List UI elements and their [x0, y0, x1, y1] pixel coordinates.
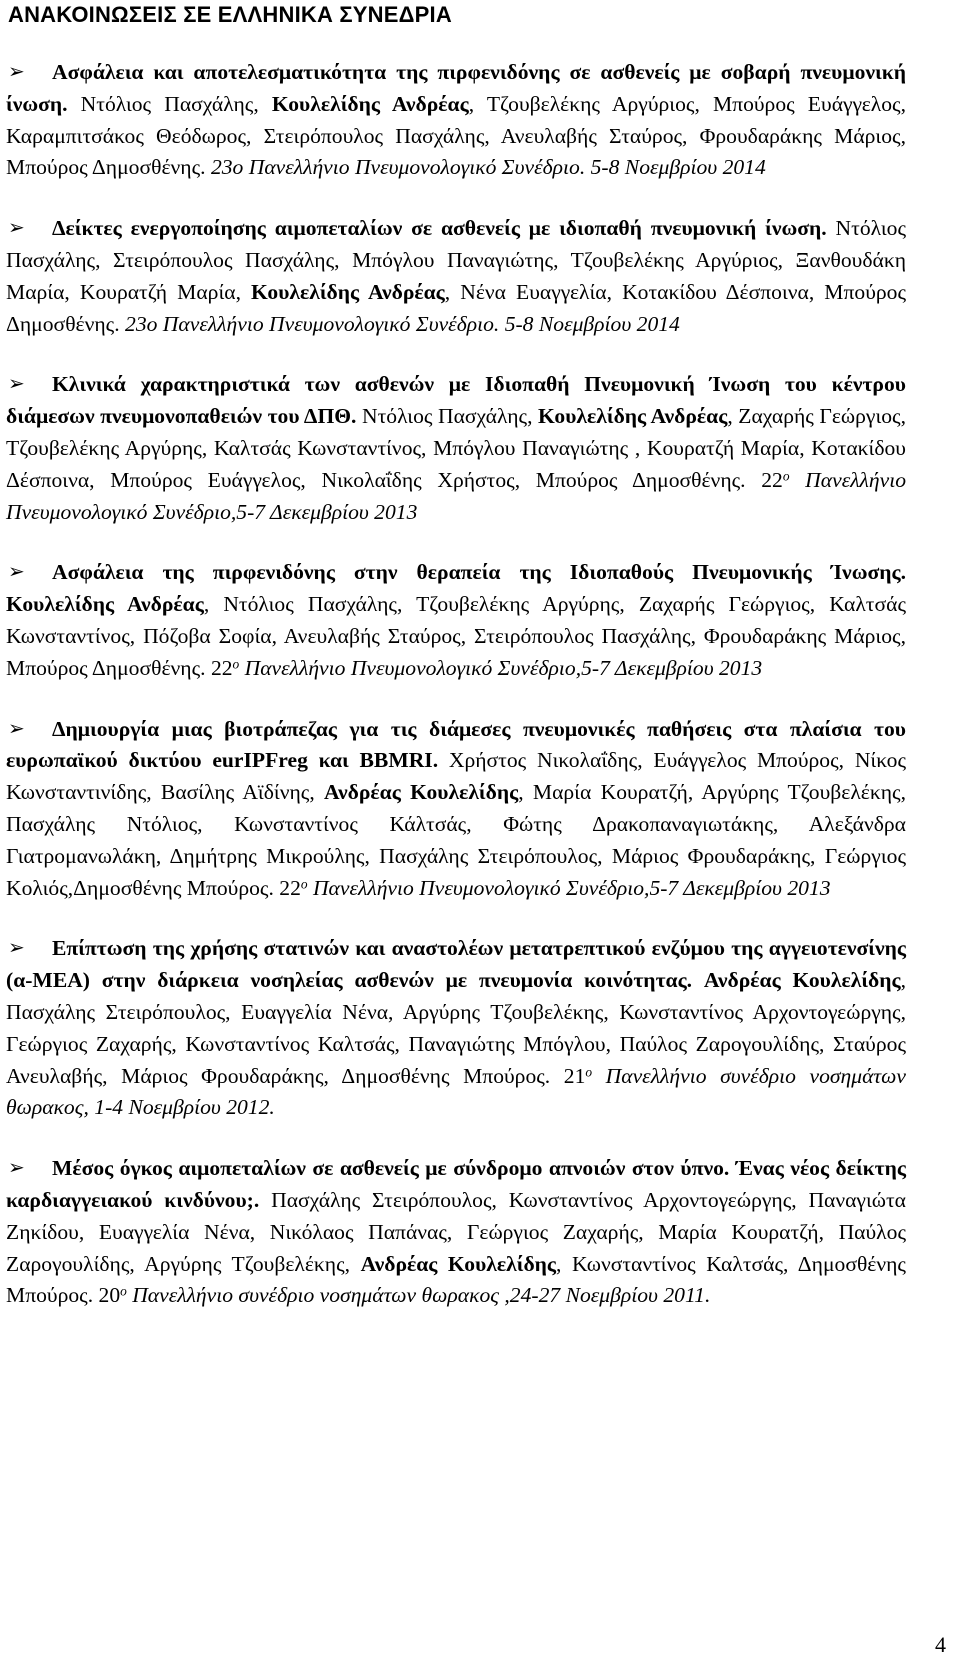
- conference-ordinal: ο: [585, 1063, 593, 1079]
- list-item: [6, 933, 906, 1124]
- entry-authors: Πασχάλης Στειρόπουλος, Κωνσταντίνος Αρχοντογεώργης, Παναγιώτα Ζηκίδου, Ευαγγελία Νένα, Νικόλαος Παπάνας, Γεώργιος Ζαχαρής, Μαρία Κουρατζή, Παύλος Ζαρογουλίδης, Αργύρης Τζουβελέκης,: [6, 1187, 906, 1276]
- entry-conference: Πανελλήνιο συνέδριο νοσημάτων θωρακος ,24-27 Νοεμβρίου 2011.: [126, 1283, 711, 1308]
- conference-ordinal: ο: [120, 1283, 127, 1299]
- entry-authors: Ντόλιος Πασχάλης,: [67, 91, 272, 116]
- entry-title: Μέσος όγκος αιμοπεταλίων σε ασθενείς με σύνδρομο απνοιών στον ύπνο. Ένας νέος δείκτης καρδιαγγειακού κινδύνου;.: [6, 1156, 906, 1212]
- highlighted-author: Ανδρέας Κουλελίδης: [360, 1251, 557, 1276]
- conference-number: 20: [98, 1283, 121, 1308]
- list-item: [6, 369, 906, 528]
- entry-conference: 23ο Πανελλήνιο Πνευμονολογικό Συνέδριο. 5-8 Νοεμβρίου 2014: [210, 155, 766, 180]
- entry-title: Ασφάλεια της πιρφενιδόνης στην θεραπεία της Ιδιοπαθούς Πνευμονικής Ίνωσης.: [52, 560, 906, 585]
- arrow-bullet-icon: ➢: [8, 561, 25, 584]
- list-item: [6, 1153, 906, 1312]
- entry-authors-continued: , Μαρία Κουρατζή, Αργύρης Τζουβελέκης, Πασχάλης Ντόλιος, Κωνσταντίνος Κάλτσάς, Φώτης Δρακοπαναγιωτάκης, Αλεξάνδρα Γιατρομανωλάκη, Δημήτρης Μικρούλης, Πασχάλης Στειρόπουλος, Μάριος Φρουδαράκης, Γεώργιος Κολιός,Δημοσθένης Μπούρος.: [6, 780, 906, 900]
- highlighted-author: Ανδρέας Κουλελίδης: [703, 968, 901, 993]
- highlighted-author: Κουλελίδης Ανδρέας: [538, 404, 728, 429]
- arrow-bullet-icon: ➢: [8, 937, 25, 960]
- entry-conference: Πανελλήνιο Πνευμονολογικό Συνέδριο,5-7 Δεκεμβρίου 2013: [239, 655, 763, 680]
- arrow-bullet-icon: ➢: [8, 373, 25, 396]
- page-title: ΑΝΑΚΟΙΝΩΣΕΙΣ ΣΕ ΕΛΛΗΝΙΚΑ ΣΥΝΕΔΡΙΑ: [8, 2, 452, 27]
- entry-conference: Πανελλήνιο συνέδριο νοσημάτων θωρακος, 1-4 Νοεμβρίου 2012.: [6, 1063, 906, 1120]
- entry-authors-continued: , Νένα Ευαγγελία, Κοτακίδου Δέσποινα, Μπούρος Δημοσθένης.: [6, 279, 907, 336]
- entry-authors: Ντόλιος Πασχάλης, Στειρόπουλος Πασχάλης, Μπόγλου Παναγιώτης, Τζουβελέκης Αργύριος, Ξανθουδάκη Μαρία, Κουρατζή Μαρία,: [6, 216, 906, 304]
- highlighted-author: Ανδρέας Κουλελίδης: [324, 780, 519, 805]
- entry-title: Δημιουργία μιας βιοτράπεζας για τις διάμεσες πνευμονικές παθήσεις στα πλαίσια του ευρωπαϊκού δικτύου eurIPFreg και BBMRI.: [6, 716, 906, 773]
- entry-authors-continued: , Ντόλιος Πασχάλης, Τζουβελέκης Αργύρης, Ζαχαρής Γεώργιος, Καλτσάς Κωνσταντίνος, Πόζοβα Σοφία, Ανευλαβής Σταύρος, Στειρόπουλος Πασχάλης, Φρουδαράκης Μάριος, Μπούρος Δημοσθένης.: [6, 592, 906, 680]
- entry-conference: Πανελλήνιο Πνευμονολογικό Συνέδριο,5-7 Δεκεμβρίου 2013: [307, 875, 831, 900]
- entry-authors: Χρήστος Νικολαΐδης, Ευάγγελος Μπούρος, Νίκος Κωνσταντινίδης, Βασίλης Αϊδίνης,: [6, 748, 906, 805]
- entry-title: Ασφάλεια και αποτελεσματικότητα της πιρφενιδόνης σε ασθενείς με σοβαρή πνευμονική ίνωση.: [6, 60, 906, 116]
- arrow-bullet-icon: ➢: [8, 217, 25, 240]
- arrow-bullet-icon: ➢: [8, 717, 25, 740]
- list-item: [6, 714, 906, 905]
- highlighted-author: Κουλελίδης Ανδρέας: [271, 91, 469, 116]
- entry-conference: 23ο Πανελλήνιο Πνευμονολογικό Συνέδριο. 5-8 Νοεμβρίου 2014: [125, 311, 680, 336]
- conference-number: 22: [279, 875, 301, 900]
- list-item: [6, 213, 906, 340]
- list-item: [6, 57, 906, 184]
- conference-ordinal: ο: [300, 875, 308, 891]
- entry-authors-continued: , Ζαχαρής Γεώργιος, Τζουβελέκης Αργύρης, Καλτσάς Κωνσταντίνος, Μπόγλου Παναγιώτης , Κουρατζή Μαρία, Κοτακίδου Δέσποινα, Μπούρος Ευάγγελος, Νικολαΐδης Χρήστος, Μπούρος Δημοσθένης.: [6, 404, 906, 492]
- conference-number: 22: [761, 467, 783, 492]
- conference-ordinal: ο: [782, 468, 790, 484]
- entry-title: Κλινικά χαρακτηριστικά των ασθενών με Ιδιοπαθή Πνευμονική Ίνωση του κέντρου διάμεσων πνευμονοπαθειών του ΔΠΘ.: [6, 372, 906, 429]
- entry-conference: Πανελλήνιο Πνευμονολογικό Συνέδριο,5-7 Δεκεμβρίου 2013: [6, 467, 907, 524]
- arrow-bullet-icon: ➢: [8, 1157, 25, 1180]
- highlighted-author: Κουλελίδης Ανδρέας: [6, 592, 204, 617]
- entry-authors-continued: , Τζουβελέκης Αργύριος, Μπούρος Ευάγγελος, Καραμπιτσάκος Θεόδωρος, Στειρόπουλος Πασχάλης, Ανευλαβής Σταύρος, Φρουδαράκης Μάριος, Μπούρος Δημοσθένης.: [6, 91, 907, 180]
- entry-authors: Ντόλιος Πασχάλης,: [356, 404, 539, 429]
- list-item: [6, 557, 906, 684]
- conference-ordinal: ο: [232, 656, 240, 672]
- entry-title: Δείκτες ενεργοποίησης αιμοπεταλίων σε ασθενείς με ιδιοπαθή πνευμονική ίνωση.: [52, 216, 827, 241]
- arrow-bullet-icon: ➢: [8, 61, 25, 83]
- page-number: 4: [935, 1632, 946, 1657]
- conference-number: 22: [210, 655, 233, 680]
- entry-authors-continued: , Κωνσταντίνος Καλτσάς, Δημοσθένης Μπούρος.: [6, 1251, 906, 1308]
- document-page: [6, 0, 906, 1312]
- highlighted-author: Κουλελίδης Ανδρέας: [251, 279, 445, 304]
- entry-title: Επίπτωση της χρήσης στατινών και αναστολέων μετατρεπτικού ενζύμου της αγγειοτενσίνης (α-ΜΕΑ) στην διάρκεια νοσηλείας ασθενών με πνευμονία κοινότητας.: [6, 936, 906, 993]
- conference-number: 21: [563, 1063, 586, 1088]
- entry-authors-continued: , Πασχάλης Στειρόπουλος, Ευαγγελία Νένα, Αργύρης Τζουβελέκης, Κωνσταντίνος Αρχοντογεώργης, Γεώργιος Ζαχαρής, Κωνσταντίνος Καλτσάς, Παναγιώτης Μπόγλου, Παύλος Ζαρογουλίδης, Σταύρος Ανευλαβής, Μάριος Φρουδαράκης, Δημοσθένης Μπούρος.: [6, 968, 906, 1088]
- entry-authors: [692, 968, 704, 992]
